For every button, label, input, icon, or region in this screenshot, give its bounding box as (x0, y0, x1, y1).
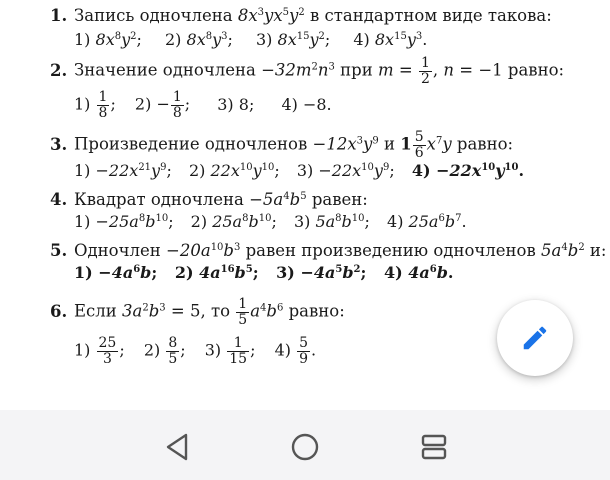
answer-option: 4) −8. (281, 94, 332, 114)
answer-option: 2) − $\frac{1}{8}$ ; (134, 89, 191, 121)
question-3: 3. Произведение одночленов $-12x^3y^9$ и 1 $\frac{5}{6}$ $x^7y$ равно: (50, 129, 514, 161)
answer-option: 3) $\frac{1}{15}$ ; (204, 335, 256, 367)
answer-option: 2) $4a^{16}b^5$; (174, 263, 259, 282)
recents-button[interactable] (417, 430, 451, 464)
answers-6 (74, 336, 316, 366)
answers-3 (74, 163, 524, 179)
answer-option: $4) -22x^{10}y^{10}$. (411, 161, 525, 180)
answer-option: 2) $25a^8b^{10}$; (190, 212, 277, 231)
answer-option: 2) $22x^{10}y^{10}$; (188, 161, 280, 180)
answers-5 (74, 265, 453, 281)
answer-option: 4) $25a^6b^7$. (387, 212, 467, 231)
answer-option: 2) $8x^8y^3$; (165, 30, 233, 49)
question-6: 6. Если $3a^2b^3 = 5$, то $\frac{1}{5}$ $a^4b^6$ равно: (50, 296, 345, 328)
answers-4 (74, 214, 467, 230)
question-4: 4. Квадрат одночлена $-5a^4b^5$ равен: (50, 190, 368, 209)
question-text: Значение одночлена (74, 60, 262, 80)
exponent: 5 (282, 7, 290, 18)
question-1 (50, 8, 552, 25)
answer-option: 4) $8x^{15}y^3$. (353, 30, 428, 49)
question-number: 3. (50, 134, 68, 154)
exponent: 3 (257, 7, 265, 18)
answer-option: $1) -4a^6b$; (74, 263, 158, 282)
exponent: 2 (298, 7, 305, 18)
question-5: 5. Одночлен $-20a^{10}b^3$ равен произведению одночленов $5a^4b^2$ и: (50, 241, 607, 260)
question-text: Запись одночлена (74, 6, 238, 25)
answer-option: 1) $\frac{25}{3}$ ; (74, 335, 125, 367)
fraction: $\frac{5}{6}$ (414, 129, 424, 161)
fraction: $\frac{1}{2}$ (420, 55, 430, 87)
question-number: 5. (50, 241, 68, 260)
answer-option: 2) $\frac{8}{5}$ ; (143, 335, 186, 367)
question-number: 1. (50, 6, 68, 25)
fraction: $\frac{1}{5}$ (238, 296, 248, 328)
answer-option: 3) 8; (217, 94, 255, 114)
edit-fab-button[interactable] (497, 300, 573, 376)
answers-1 (74, 32, 427, 48)
answer-option: $1) -25a^8b^{10}$; (74, 212, 174, 231)
answer-option: 4) $4a^6b$. (383, 263, 454, 282)
answer-option: 1) $\frac{1}{8}$ ; (74, 89, 116, 121)
question-text: в стандартном виде такова: (304, 6, 552, 25)
back-button[interactable] (160, 430, 194, 464)
home-circle-icon (290, 432, 320, 462)
question-number: 6. (50, 301, 68, 321)
answer-option: 3) $5a^8b^{10}$; (293, 212, 370, 231)
math: 8x (237, 6, 258, 25)
answer-option: $3) -4a^5b^2$; (276, 263, 367, 282)
question-number: 4. (50, 190, 68, 209)
navigation-bar (0, 410, 610, 480)
answers-2 (74, 90, 332, 120)
math: −32m (261, 60, 312, 80)
math: y (289, 6, 299, 25)
math: yx (264, 6, 283, 25)
answer-option: 4) $\frac{5}{9}$ . (274, 335, 317, 367)
recents-icon (420, 432, 448, 462)
answer-option: $3) -22x^{10}y^9$; (296, 161, 395, 180)
answer-option: 1) $8x^8y^2$; (74, 30, 142, 49)
pencil-icon (520, 323, 550, 353)
question-2: 2. Значение одночлена $-32m^2n^3$ при m = $\frac{1}{2}$ , n = −1 равно: (50, 55, 565, 87)
answer-option: $1) -22x^{21}y^9$; (74, 161, 172, 180)
home-button[interactable] (288, 430, 322, 464)
answer-option: 3) $8x^{15}y^2$; (256, 30, 331, 49)
question-number: 2. (50, 60, 68, 80)
back-triangle-icon (164, 432, 190, 462)
